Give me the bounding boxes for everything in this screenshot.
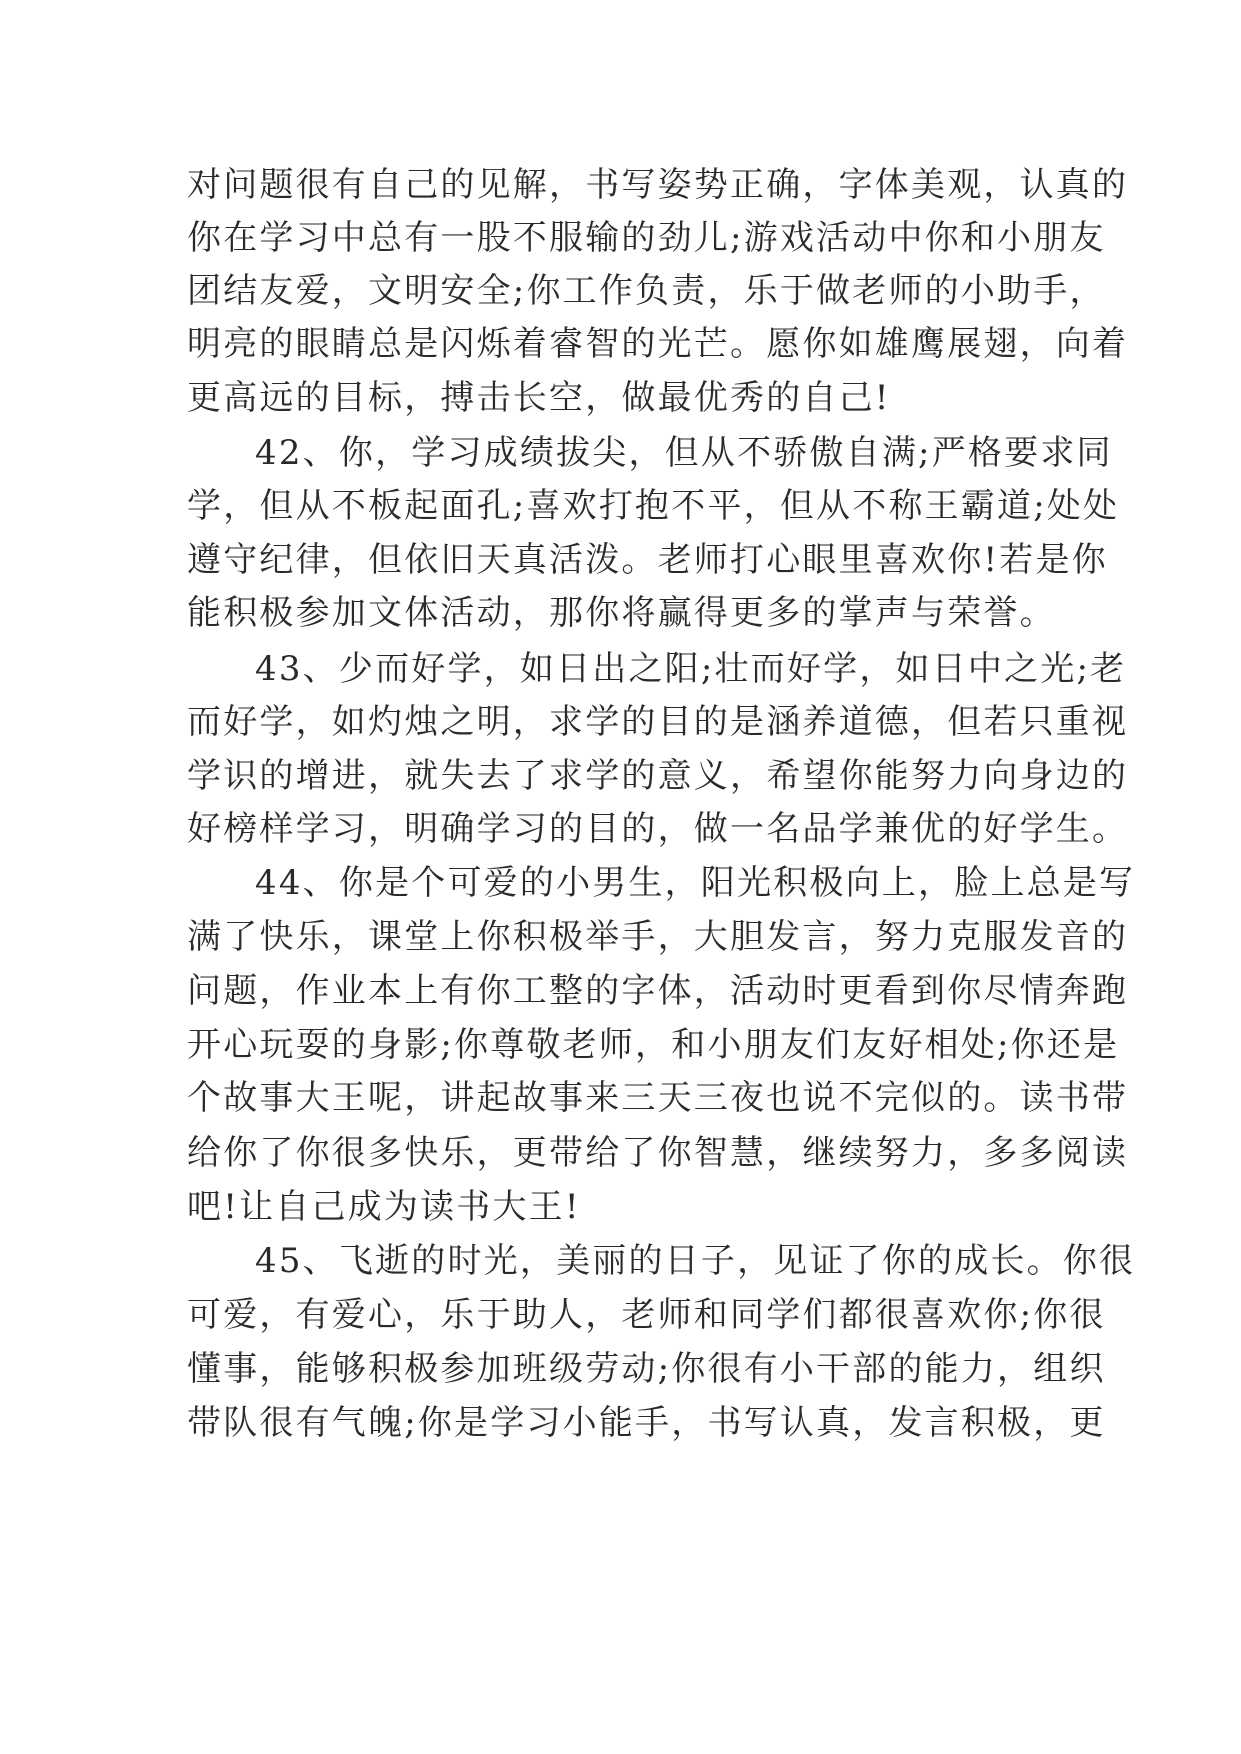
text-line: 吧!让自己成为读书大王! xyxy=(187,1187,581,1227)
text-line: 对问题很有自己的见解，书写姿势正确，字体美观，认真的 xyxy=(187,165,1129,205)
text-line: 团结友爱，文明安全;你工作负责，乐于做老师的小助手， xyxy=(187,271,1106,311)
text-line: 可爱，有爱心，乐于助人，老师和同学们都很喜欢你;你很 xyxy=(187,1295,1106,1335)
text-line: 满了快乐，课堂上你积极举手，大胆发言，努力克服发音的 xyxy=(187,917,1129,957)
text-line: 更高远的目标，搏击长空，做最优秀的自己! xyxy=(187,378,891,418)
text-line: 个故事大王呢，讲起故事来三天三夜也说不完似的。读书带 xyxy=(187,1078,1129,1118)
text-line: 而好学，如灼烛之明，求学的目的是涵养道德，但若只重视 xyxy=(187,702,1129,742)
text-line: 问题，作业本上有你工整的字体，活动时更看到你尽情奔跑 xyxy=(187,971,1129,1011)
paragraph-43-start: 43、少而好学，如日出之阳;壮而好学，如日中之光;老 xyxy=(255,649,1127,689)
text-line: 懂事，能够积极参加班级劳动;你很有小干部的能力，组织 xyxy=(187,1349,1106,1389)
text-line: 你在学习中总有一股不服输的劲儿;游戏活动中你和小朋友 xyxy=(187,218,1106,258)
text-line: 好榜样学习，明确学习的目的，做一名品学兼优的好学生。 xyxy=(187,809,1129,849)
text-line: 能积极参加文体活动，那你将赢得更多的掌声与荣誉。 xyxy=(187,593,1056,633)
paragraph-45-start: 45、飞逝的时光，美丽的日子，见证了你的成长。你很 xyxy=(255,1241,1136,1281)
text-line: 开心玩耍的身影;你尊敬老师，和小朋友们友好相处;你还是 xyxy=(187,1025,1120,1065)
paragraph-42-start: 42、你，学习成绩拔尖，但从不骄傲自满;严格要求同 xyxy=(255,433,1113,473)
text-line: 学，但从不板起面孔;喜欢打抱不平，但从不称王霸道;处处 xyxy=(187,486,1120,526)
text-line: 遵守纪律，但依旧天真活泼。老师打心眼里喜欢你!若是你 xyxy=(187,540,1108,580)
text-line: 明亮的眼睛总是闪烁着睿智的光芒。愿你如雄鹰展翅，向着 xyxy=(187,324,1129,364)
text-line: 给你了你很多快乐，更带给了你智慧，继续努力，多多阅读 xyxy=(187,1133,1129,1173)
text-line: 带队很有气魄;你是学习小能手，书写认真，发言积极，更 xyxy=(187,1403,1106,1443)
paragraph-44-start: 44、你是个可爱的小男生，阳光积极向上，脸上总是写 xyxy=(255,863,1136,903)
text-line: 学识的增进，就失去了求学的意义，希望你能努力向身边的 xyxy=(187,756,1129,796)
